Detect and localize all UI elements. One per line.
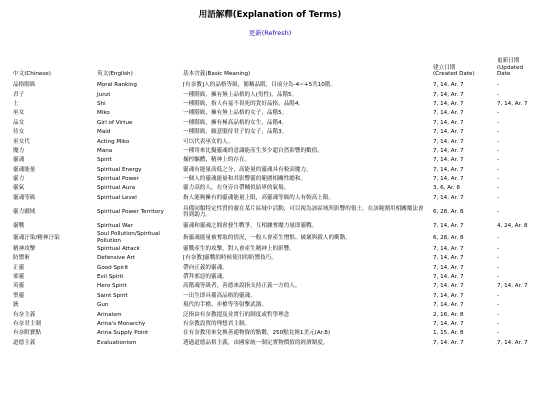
cell-updated-date: -: [497, 176, 500, 183]
table-row: [11, 244, 533, 253]
cell-created-date: 7, 14, Ar. 7: [433, 292, 464, 299]
cell-created-date: 7, 14, Ar. 7: [433, 110, 464, 117]
cell-meaning: 一種階級，擁有極高品格的女生，品階4。: [183, 119, 288, 126]
cell-updated-date: -: [497, 138, 500, 145]
cell-created-date: 7, 14, Ar. 7: [433, 147, 464, 154]
cell-created-date: 7, 14, Ar. 7: [433, 283, 464, 290]
cell-created-date: 7, 14, Ar. 7: [433, 138, 464, 145]
table-row: [11, 338, 533, 347]
cell-created-date: 3, 6, Ar. 8: [433, 185, 460, 192]
cell-meaning: 靈魂有能量高低之分，高能量的靈魂具有較高魔力。: [183, 166, 312, 173]
header-meaning: 基本含義(Basic Meaning): [183, 71, 251, 78]
cell-chinese: 侍女: [13, 129, 25, 136]
cell-english: Good Spirit: [97, 264, 129, 271]
cell-updated-date: -: [497, 234, 500, 241]
cell-chinese: 巫女: [13, 110, 25, 117]
table-row: [11, 137, 533, 146]
cell-updated-date: -: [497, 185, 500, 192]
cell-updated-date: -: [497, 320, 500, 327]
cell-english: Spiritual Attack: [97, 245, 140, 252]
cell-chinese: 銃: [13, 302, 19, 309]
cell-english: Arina's Monarchy: [97, 320, 146, 327]
cell-updated-date: 7, 14, Ar. 7: [497, 100, 528, 107]
table-header-row: [11, 58, 533, 81]
cell-meaning: [有奈教]人的品格等級，簡稱品階，目前分為-4~+5共10階。: [183, 82, 337, 89]
cell-english: Soul Pollution/Spiritual Pollution: [97, 231, 160, 244]
cell-updated-date: -: [497, 91, 500, 98]
table-row: [11, 165, 533, 174]
cell-english: Acting Miko: [97, 138, 130, 145]
cell-meaning: 一出生即具備高品格的靈魂。: [183, 292, 256, 299]
cell-english: Maid: [97, 129, 111, 136]
table-row: [11, 329, 533, 338]
header-chinese: 中文(Chinese): [13, 71, 51, 78]
cell-updated-date: -: [497, 82, 500, 89]
cell-chinese: 士: [13, 100, 19, 107]
cell-meaning: 透過道德品格主義，由國家統一制定實物價值的經濟制度。: [183, 339, 329, 346]
cell-updated-date: -: [497, 166, 500, 173]
table-body: [11, 81, 533, 348]
table-row: [11, 175, 533, 184]
cell-updated-date: -: [497, 147, 500, 154]
cell-created-date: 2, 16, Ar. 8: [433, 311, 464, 318]
table-row: [11, 263, 533, 272]
cell-english: Spiritual Power Territory: [97, 209, 164, 216]
cell-chinese: 品格階級: [13, 82, 36, 89]
cell-meaning: 一種階級，指人有毫不畏死的貴好品格，品階4。: [183, 100, 305, 107]
table-row: [11, 320, 533, 329]
cell-meaning: [有奈教]靈戰的時候使用的防禦技巧。: [183, 255, 277, 262]
cell-english: Miko: [97, 110, 110, 117]
cell-meaning: 具備同類特定性質的靈在某片區域中活動，可以視為該區域所影響的領土，在該範圍用相關魔法會得到助力。: [183, 205, 424, 219]
cell-english: Spiritual Level: [97, 194, 137, 201]
table-row: [11, 273, 533, 282]
cell-chinese: 靈力疆域: [13, 209, 36, 216]
table-row: [11, 100, 533, 109]
header-updated-date: 更新日期 (Updated Date: [497, 58, 523, 78]
cell-created-date: 7, 14, Ar. 7: [433, 194, 464, 201]
cell-updated-date: 7, 14, Ar. 7: [497, 339, 528, 346]
cell-created-date: 1, 15, Ar. 8: [433, 330, 464, 337]
header-created-date: 建立日期 (Created Date): [433, 64, 475, 78]
cell-created-date: 6, 28, Ar. 8: [433, 234, 464, 241]
glossary-table: [11, 58, 533, 348]
cell-english: Gun: [97, 302, 109, 309]
cell-meaning: 有奈教設置的理想君主制。: [183, 320, 251, 327]
cell-english: Spiritual Power: [97, 176, 139, 183]
cell-created-date: 7, 14, Ar. 7: [433, 264, 464, 271]
cell-chinese: 巫女代: [13, 138, 30, 145]
cell-chinese: 君子: [13, 91, 25, 98]
cell-created-date: 7, 14, Ar. 7: [433, 166, 464, 173]
cell-english: Girl of Virtue: [97, 119, 133, 126]
table-row: [11, 118, 533, 127]
cell-updated-date: -: [497, 330, 500, 337]
cell-meaning: 一種階級，願意服侍君子的女子，品階3。: [183, 129, 288, 136]
cell-chinese: 魔力: [13, 147, 25, 154]
cell-chinese: 正靈: [13, 264, 25, 271]
table-row: [11, 184, 533, 193]
table-row: [11, 81, 533, 90]
cell-updated-date: -: [497, 194, 500, 201]
refresh-container: [0, 28, 540, 37]
cell-updated-date: 4, 24, Ar. 8: [497, 223, 528, 230]
table-row: [11, 203, 533, 222]
table-row: [11, 231, 533, 244]
cell-updated-date: -: [497, 157, 500, 164]
refresh-link[interactable]: 更新(Refresh): [248, 29, 292, 37]
table-row: [11, 310, 533, 319]
table-row: [11, 301, 533, 310]
cell-updated-date: -: [497, 311, 500, 318]
cell-english: Junzi: [97, 91, 111, 98]
table-row: [11, 109, 533, 118]
cell-meaning: 靈力高的人，在身旁自帶輔似結界的氣場。: [183, 185, 290, 192]
cell-english: Arina Supply Point: [97, 330, 149, 337]
cell-updated-date: -: [497, 209, 500, 216]
table-row: [11, 90, 533, 99]
cell-english: Spiritual War: [97, 223, 133, 230]
cell-chinese: 靈魂能量: [13, 166, 36, 173]
cell-chinese: 靈魂等級: [13, 194, 36, 201]
table-row: [11, 147, 533, 156]
cell-english: Hero Spirit: [97, 283, 127, 290]
cell-updated-date: -: [497, 264, 500, 271]
cell-meaning: 靈戰產生的攻擊，對人會產生精神上的影響。: [183, 245, 295, 252]
cell-chinese: 靈戰: [13, 223, 25, 230]
header-english: 英文(English): [97, 71, 133, 78]
cell-created-date: 7, 14, Ar. 7: [433, 302, 464, 309]
cell-english: Spirit: [97, 157, 112, 164]
cell-meaning: 一種用來比擬靈魂的意識能產生多少超自然影響的數值。: [183, 147, 323, 154]
cell-chinese: 精神攻擊: [13, 245, 36, 252]
cell-created-date: 7, 14, Ar. 7: [433, 100, 464, 107]
cell-chinese: 道德主義: [13, 339, 36, 346]
cell-english: Spiritual Aura: [97, 185, 136, 192]
cell-created-date: 7, 14, Ar. 7: [433, 119, 464, 126]
cell-created-date: 7, 14, Ar. 7: [433, 274, 464, 280]
cell-created-date: 7, 14, Ar. 7: [433, 176, 464, 183]
table-row: [11, 128, 533, 137]
cell-created-date: 7, 14, Ar. 7: [433, 245, 464, 252]
cell-meaning: 帶拜邪惡的靈魂。: [183, 274, 228, 280]
cell-created-date: 7, 14, Ar. 7: [433, 339, 464, 346]
cell-chinese: 靈魂汙染/精神汙染: [13, 234, 60, 241]
cell-meaning: 可以代表巫女的人。: [183, 138, 234, 145]
cell-meaning: 一種階級，擁有無上品格的人(男性)，品階5。: [183, 91, 298, 98]
table-row: [11, 254, 533, 263]
cell-updated-date: -: [497, 292, 500, 299]
cell-meaning: 在有奈教用來兌換善通物資的點數，250點兌換1美元(Ar.8): [183, 330, 331, 337]
table-row: [11, 222, 533, 231]
cell-created-date: 7, 14, Ar. 7: [433, 320, 464, 327]
cell-updated-date: -: [497, 110, 500, 117]
cell-chinese: 靈氣: [13, 185, 25, 192]
cell-english: Shi: [97, 100, 106, 107]
cell-updated-date: -: [497, 129, 500, 136]
table-row: [11, 282, 533, 291]
cell-meaning: 一種階級，擁有無上品格的女子，品階5。: [183, 110, 288, 117]
cell-english: Mana: [97, 147, 113, 154]
cell-chinese: 靈魂: [13, 157, 25, 164]
cell-chinese: 有奈主義: [13, 311, 36, 318]
cell-meaning: 一個人的靈魂能量和其影響靈的範圍相關性總和。: [183, 176, 307, 183]
cell-meaning: 操控驅體，精神上的存在。: [183, 157, 251, 164]
cell-chinese: 有奈附寶點: [13, 330, 41, 337]
cell-english: Arinaism: [97, 311, 122, 318]
cell-chinese: 英靈: [13, 283, 25, 290]
cell-meaning: 現代的手槍、步槍等等射擊武器。: [183, 302, 267, 309]
cell-meaning: 泛指由有奈教提及並實行的制度或哲學理念: [183, 311, 290, 318]
cell-updated-date: -: [497, 255, 500, 262]
cell-chinese: 品女: [13, 119, 25, 126]
cell-updated-date: -: [497, 245, 500, 252]
cell-created-date: 6, 28, Ar. 8: [433, 209, 464, 216]
page-title: 用語解釋(Explanation of Terms): [198, 10, 342, 20]
cell-created-date: 7, 14, Ar. 7: [433, 129, 464, 136]
cell-chinese: 靈力: [13, 176, 25, 183]
cell-chinese: 聖靈: [13, 292, 25, 299]
cell-english: Evil Spirit: [97, 274, 124, 280]
cell-english: Spiritual Energy: [97, 166, 142, 173]
table-row: [11, 291, 533, 300]
table-row: [11, 156, 533, 165]
cell-chinese: 有奈君主制: [13, 320, 41, 327]
cell-meaning: 高階魂等級者，善德來說指支持正義一方的人。: [183, 283, 301, 290]
cell-english: Defensive Art: [97, 255, 136, 262]
cell-english: Evaluationism: [97, 339, 137, 346]
cell-updated-date: -: [497, 302, 500, 309]
cell-chinese: 防禦術: [13, 255, 30, 262]
cell-created-date: 7, 14, Ar. 7: [433, 91, 464, 98]
cell-created-date: 7, 14, Ar. 7: [433, 82, 464, 89]
cell-updated-date: -: [497, 119, 500, 126]
cell-chinese: 邪靈: [13, 274, 25, 280]
cell-meaning: 靈魂和靈魂之間會發生戰爭，互相據奪魔力量即靈戰。: [183, 223, 318, 230]
cell-english: Saint Spirit: [97, 292, 128, 299]
cell-meaning: 帶向正義的靈魂。: [183, 264, 228, 271]
cell-created-date: 7, 14, Ar. 7: [433, 157, 464, 164]
cell-english: Moral Ranking: [97, 82, 137, 89]
table-row: [11, 193, 533, 202]
cell-updated-date: -: [497, 274, 500, 280]
cell-created-date: 7, 14, Ar. 7: [433, 223, 464, 230]
cell-created-date: 7, 14, Ar. 7: [433, 255, 464, 262]
cell-updated-date: 7, 14, Ar. 7: [497, 283, 528, 290]
cell-meaning: 指人能夠擁有的靈魂能量上限，高靈魂等級的人有較高上限。: [183, 194, 335, 201]
cell-meaning: 指靈魂能量被奪取的情況，一般人會產生憎恨、破壞與殺人的衝動。: [183, 234, 351, 241]
